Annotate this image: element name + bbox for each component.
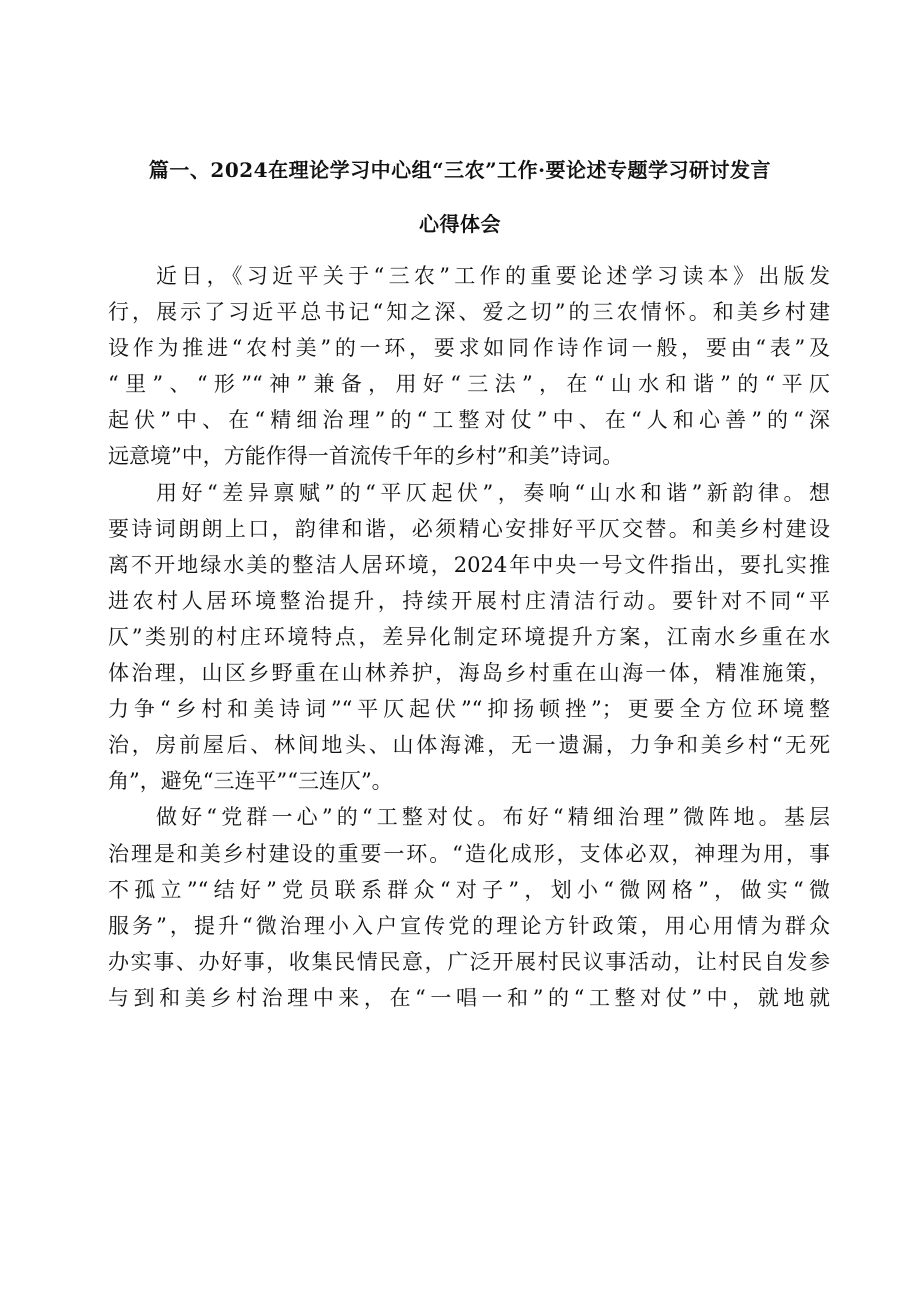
text-line: 服务”，提升“微治理小入户宣传党的理论方针政策，用心用情为群众 (108, 913, 830, 938)
text-line: 角”，避免“三连平”“三连仄”。 (108, 769, 393, 794)
text-line: 治，房前屋后、林间地头、山体海滩，无一遗漏，力争和美乡村“无死 (108, 733, 830, 758)
text-line: 体治理，山区乡野重在山林养护，海岛乡村重在山海一体，精准施策， (108, 661, 830, 686)
paragraph-1 (108, 258, 830, 475)
text-line: 做好“党群一心”的“工整对仗。布好“精细治理”微阵地。基层 (156, 805, 830, 830)
text-line: 要诗词朗朗上口，韵律和谐，必须精心安排好平仄交替。和美乡村建设 (108, 516, 830, 541)
paragraph-2 (108, 475, 830, 800)
text-line: 远意境”中，方能作得一首流传千年的乡村”和美”诗词。 (108, 444, 624, 469)
paragraph-3 (108, 799, 830, 1016)
text-line: 仄”类别的村庄环境特点，差异化制定环境提升方案，江南水乡重在水 (108, 624, 830, 649)
text-line: 办实事、办好事，收集民情民意，广泛开展村民议事活动，让村民自发参 (108, 949, 830, 974)
text-line: 治理是和美乡村建设的重要一环。“造化成形，支体必双，神理为用，事 (108, 841, 830, 866)
text-line: 设作为推进“农村美”的一环，要求如同作诗作词一般，要由“表”及 (108, 336, 830, 361)
text-line: 与到和美乡村治理中来，在“一唱一和”的“工整对仗”中，就地就 (108, 985, 830, 1010)
text-line: 力争“乡村和美诗词”“平仄起伏”“抑扬顿挫”；更要全方位环境整 (108, 697, 830, 722)
text-line: 近日，《习近平关于“三农”工作的重要论述学习读本》出版发 (156, 264, 830, 288)
text-line: 用好“差异禀赋”的“平仄起伏”，奏响“山水和谐”新韵律。想 (156, 480, 830, 505)
document-body (108, 258, 830, 1016)
text-line: 进农村人居环境整治提升，持续开展村庄清洁行动。要针对不同“平 (108, 588, 830, 613)
text-line: 起伏”中、在“精细治理”的“工整对仗”中、在“人和心善”的“深 (108, 408, 830, 433)
title-line-2: 心得体会 (419, 212, 501, 236)
text-line: 不孤立”“结好”党员联系群众“对子”，划小“微网格”，做实“微 (108, 877, 830, 902)
text-line: “里”、“形”“神”兼备，用好“三法”，在“山水和谐”的“平仄 (108, 372, 830, 397)
document-title (100, 143, 820, 251)
title-line-1: 篇一、2024在理论学习中心组“三农”工作·要论述专题学习研讨发言 (148, 158, 772, 182)
text-line: 离不开地绿水美的整洁人居环境，2024年中央一号文件指出，要扎实推 (108, 552, 830, 577)
text-line: 行，展示了习近平总书记“知之深、爱之切”的三农情怀。和美乡村建 (108, 300, 830, 325)
